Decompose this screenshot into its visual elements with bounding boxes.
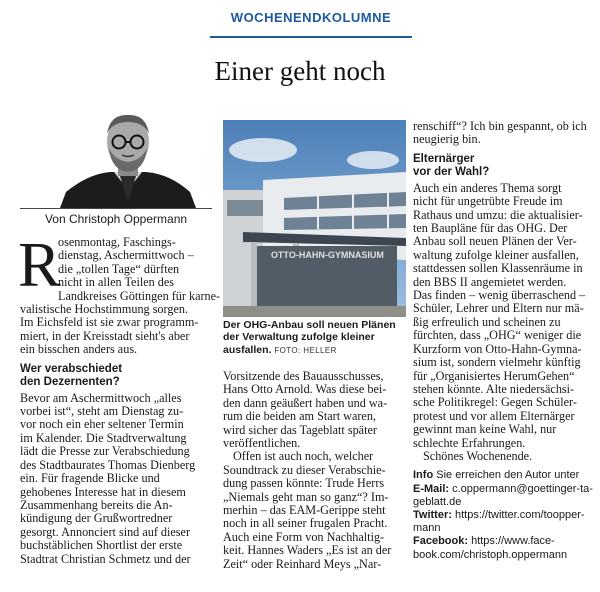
body-paragraph: Vorsitzende des Bauausschusses, Hans Otto Arnold. Was diese bei- den dann geäußert haben und wa- rum die beiden am Start waren, wird sicher das Tageblatt später veröffentlichen. <box>223 369 388 451</box>
twitter-label: Twitter: <box>413 508 452 521</box>
closing-line: Schönes Wochenende. <box>423 448 533 463</box>
column-1 <box>18 229 221 566</box>
twitter-link[interactable]: https://twitter.com/toopper- <box>454 508 585 521</box>
photo-credit: FOTO: HELLER <box>274 345 337 355</box>
facebook-link[interactable]: https://www.face- <box>471 535 555 548</box>
body-paragraph: Offen ist auch noch, welcher Soundtrack zu dieser Verabschie- dung passen könnte: Trude Herrs „Niemals geht man so ganz“? Im- merhin – das EAM-Gerippe steht noch in all seiner frugalen Pracht. Auch eine Form von Nachhaltig- keit. Hannes Waders „Es ist an der Zeit“ oder Reinhard Meys „Nar- <box>223 449 392 571</box>
section-rubric: WOCHENENDKOLUMNE <box>230 10 392 25</box>
author-contact-box: Info Sie erreichen den Autor unter E-Mail: c.oppermann@goettinger-ta- geblatt.de Twitter: https://twitter.com/toopper- mann Facebook: https://www.face- book.com/christoph.oppermann <box>413 469 593 561</box>
intro-paragraph: osenmontag, Faschings- dienstag, Aschermittwoch – die „tollen Tage“ dürften nicht in allen Teilen des Landkreises Göttingen für karne- valistische Hochstimmung sorgen. Im Eichsfeld ist sie zwar programm- miert, in der Kreisstadt sieht's aber ein bisschen anders aus. <box>20 235 221 357</box>
body-paragraph: Auch ein anderes Thema sorgt nicht für ungetrübte Freude im Rathaus und umzu: die aktualisier- ten Baupläne für das OHG. Der Anbau soll neuen Plänen der Ver- waltung zufolge kleiner ausfallen, stattdessen sollen Klassenräume in den BBS II angemietet werden. Das finden – wenig überraschend – Schüler, Lehrer und Eltern nur mä- ßig erfreulich und scheinen zu fürchten, dass „OHG“ weniger die Kurzform von Otto-Hahn-Gymna- sium ist, sondern vielmehr künftig für „Organisiertes HerumGehen“ stehen könnte. Alte niedersächsi- sche Politikregel: Gegen Schüler- protest und vor allem Elternärger gewinnt man keine Wahl, nur schlechte Erfahrungen. <box>413 180 586 450</box>
caption-text: Der OHG-Anbau soll neuen Plänen der Verwaltung zufolge kleiner ausfallen. <box>223 319 396 356</box>
body-paragraph: Bevor am Aschermittwoch „alles vorbei ist“, steht am Dienstag zu- vor noch ein eher seltener Termin im Kalender. Die Stadtverwaltung lädt die Presse zur Verabschiedung des Stadtbaurates Thomas Dienberg ein. Für fragende Blicke und gehobenes Interesse hat in diesem Zusammenhang bereits die An- kündigung der Grußwortredner gesorgt. Annonciert sind auf dieser buchstäblichen Shortlist der erste Stadtrat Christian Schmetz und der <box>20 390 196 566</box>
school-building-photo <box>223 120 406 317</box>
headline: Einer geht noch <box>214 56 386 86</box>
byline: Von Christoph Oppermann <box>44 212 188 226</box>
school-sign: OTTO-HAHN-GYMNASIUM <box>271 250 384 260</box>
rubric-rule <box>210 36 412 38</box>
email-link[interactable]: c.oppermann@goettinger-ta- <box>452 482 593 495</box>
body-paragraph: renschiff“? Ich bin gespannt, ob ich neugierig bin. <box>413 119 587 147</box>
email-label: E-Mail: <box>413 482 450 495</box>
info-label: Info <box>413 469 434 482</box>
facebook-label: Facebook: <box>413 535 469 548</box>
author-portrait <box>58 112 198 208</box>
column-2 <box>223 370 411 571</box>
photo-caption <box>223 319 409 357</box>
column-3 <box>413 120 593 562</box>
drop-cap: R <box>18 229 61 300</box>
subheading-elternaerger: Elternärger vor der Wahl? <box>413 152 490 178</box>
subheading-dezernent: Wer verabschiedet den Dezernenten? <box>20 362 123 388</box>
byline-rule <box>20 208 212 209</box>
